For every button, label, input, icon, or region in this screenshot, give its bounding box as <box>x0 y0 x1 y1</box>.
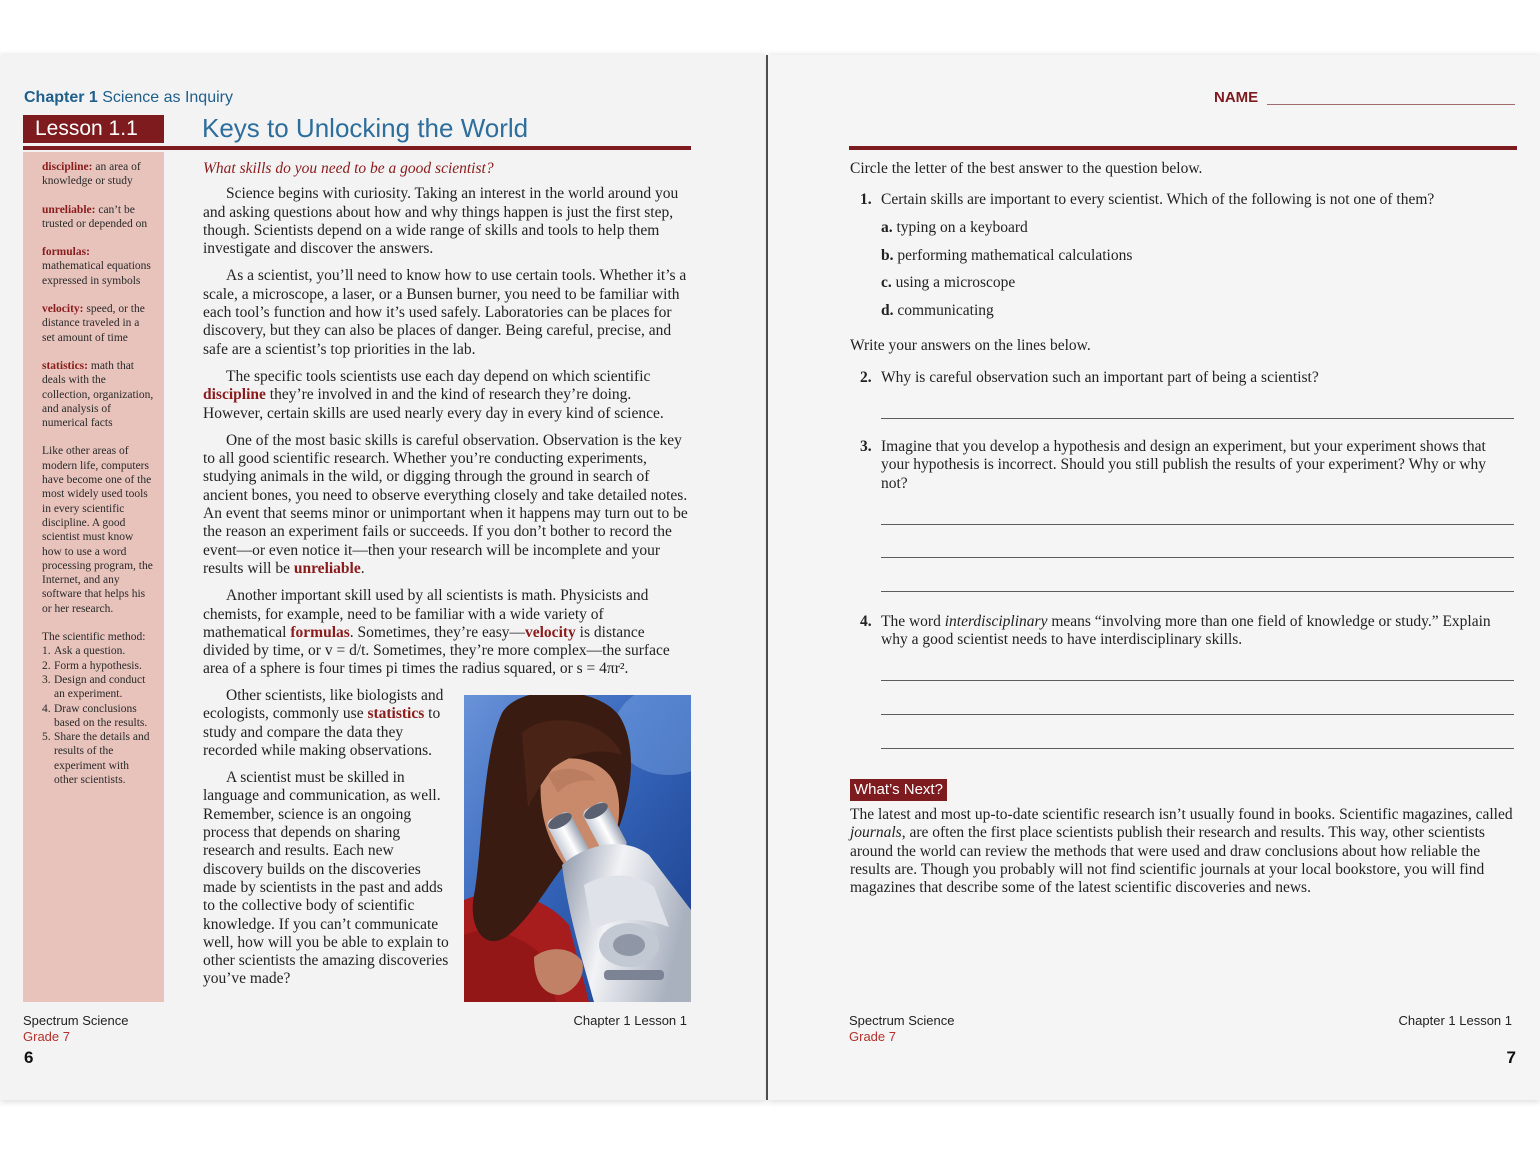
book-gutter <box>766 55 768 1100</box>
step-text: Form a hypothesis. <box>54 659 142 672</box>
instructions-choice: Circle the letter of the best answer to the question below. <box>850 160 1203 177</box>
glossary-definition: mathematical equations expressed in symbols <box>42 260 151 287</box>
emphasized-term: journals <box>850 824 902 842</box>
question-number: 3. <box>860 438 872 455</box>
vocab-term: formulas <box>290 623 350 641</box>
option-letter: d. <box>881 302 894 319</box>
question-2 <box>860 369 1515 387</box>
step-text: Design and conduct an experiment. <box>54 673 146 701</box>
option-text: using a microscope <box>895 274 1016 291</box>
question-4 <box>860 613 1515 650</box>
method-step <box>42 659 154 673</box>
name-label: NAME <box>1214 89 1259 106</box>
method-steps <box>42 644 154 787</box>
text-run: The latest and most up-to-date scientific research isn’t usually found in books. Scientific magazines, called <box>850 806 1513 823</box>
glossary-definition: an area of knowledge or study <box>42 161 141 188</box>
answer-option-d <box>881 302 994 320</box>
vocab-term: statistics <box>367 705 425 723</box>
question-number: 1. <box>860 191 872 208</box>
question-text: Why is careful observation such an important part of being a scientist? <box>881 369 1319 386</box>
glossary-definition: can’t be trusted or depended on <box>42 203 148 230</box>
glossary-definition: math that deals with the collection, organization, and analysis of numerical facts <box>42 359 154 430</box>
guiding-question: What skills do you need to be a good scientist? <box>203 160 494 177</box>
answer-option-c <box>881 274 1015 292</box>
method-step <box>42 644 154 658</box>
question-text <box>881 613 1501 650</box>
glossary-term: discipline: <box>42 161 93 173</box>
scientific-method-box <box>42 630 154 787</box>
header-rule-right <box>849 146 1517 150</box>
option-letter: c. <box>881 274 892 291</box>
lesson-label: Lesson 1.1 <box>23 115 164 143</box>
glossary-entry <box>42 302 154 345</box>
scientist-microscope-photo <box>464 695 691 1002</box>
text-run: they’re involved in and the kind of research they’re doing. However, certain skills are used nearly every day in every kind of science. <box>203 386 664 422</box>
answer-line <box>881 418 1514 419</box>
answer-line <box>881 680 1514 681</box>
right-page <box>768 55 1540 1100</box>
text-run: Another important skill used by all scientists is math. Physicists and chemists, for example, need to be familiar with a wide variety of mathematical <box>203 587 649 641</box>
text-run: means “involving more than one field of knowledge or study.” Explain why a good scientist needs to have interdisciplinary skills. <box>881 613 1491 649</box>
vocab-term: unreliable <box>293 559 361 577</box>
text-run: . <box>360 559 365 577</box>
body-paragraph: As a scientist, you’ll need to know how to use certain tools. Whether it’s a scale, a microscope, a laser, or a Bunsen burner, you need to be familiar with each tool’s function and how it’s used safely. Laboratories can be places for discovery, but they can also be places of danger. Being careful, precise, and safe are a scientist’s top priorities in the lab. <box>203 267 687 358</box>
step-number: 4. <box>42 702 51 715</box>
answer-line <box>881 524 1514 525</box>
step-text: Ask a question. <box>54 645 126 658</box>
glossary-term: velocity: <box>42 303 84 316</box>
question-1 <box>860 191 1515 209</box>
instructions-written: Write your answers on the lines below. <box>850 337 1091 354</box>
emphasized-term: interdisciplinary <box>944 613 1048 630</box>
step-text: Draw conclusions based on the results. <box>54 702 148 729</box>
question-text: Imagine that you develop a hypothesis and design an experiment, but your experiment shows that your hypothesis is incorrect. Should you still publish the results of your experiment? Why or why not? <box>881 438 1486 492</box>
lesson-title: Keys to Unlocking the World <box>202 113 529 143</box>
footer-series-right: Spectrum Science <box>849 1013 955 1028</box>
header-rule <box>23 146 691 150</box>
glossary-entry <box>42 160 154 189</box>
text-run: One of the most basic skills is careful observation. Observation is the key to all good scientific research. Whether you’re conducting experiments, studying animals in the wild, or digging through the ground in search of ancient bones, you need to observe everything closely and take detailed notes. An event that seems minor or unimportant when it happens may turn out to be the reason an experiment fails or succeeds. If you don’t bother to record the event—or even notice it—then your research will be incomplete and your results will be <box>203 431 688 577</box>
option-text: typing on a keyboard <box>896 219 1028 236</box>
whats-next-text <box>850 806 1515 897</box>
footer-grade: Grade 7 <box>23 1029 70 1044</box>
text-run: is distance divided by time, or v = d/t. Sometimes, they’re more complex—the surface area of a sphere is four times pi times the radius squared, or s = 4πr². <box>203 623 670 678</box>
question-3 <box>860 438 1515 493</box>
step-text: Share the details and results of the experiment with other scientists. <box>54 731 150 786</box>
footer-grade-right: Grade 7 <box>849 1029 896 1044</box>
whats-next-label: What’s Next? <box>850 779 947 801</box>
body-paragraph: Science begins with curiosity. Taking an interest in the world around you and asking questions about how and why things happen is just the first step, though. Scientists depend on a wide range of skills and tools to help them investigate and discover the answers. <box>203 185 679 258</box>
sidebar-note: Like other areas of modern life, computers have become one of the most widely used tools in every scientific discipline. A good scientist must know how to use a word processing program, the Internet, and any software that helps his or her research. <box>42 445 153 615</box>
text-run: to study and compare the data they recorded while making observations. <box>203 705 441 759</box>
lesson-body <box>203 160 691 688</box>
chapter-label: Chapter 1 <box>24 89 98 106</box>
step-number: 1. <box>42 645 51 658</box>
glossary-entry <box>42 245 154 288</box>
answer-line <box>881 557 1514 558</box>
footer-lesson-ref: Chapter 1 Lesson 1 <box>573 1013 687 1028</box>
answer-option-b <box>881 247 1132 265</box>
text-run: Other scientists, like biologists and ecologists, commonly use <box>203 687 444 723</box>
body-paragraph: A scientist must be skilled in language and communication, as well. Remember, science is an ongoing process that depends on sharing research and results. Each new discovery builds on the discoveries made by scientists in the past and adds to the collective body of scientific knowledge. If you can’t communicate well, how will you be able to explain to other scientists the amazing discoveries you’ve made? <box>203 769 449 988</box>
answer-option-a <box>881 219 1028 237</box>
body-paragraph <box>203 432 691 578</box>
method-title: The scientific method: <box>42 631 146 644</box>
chapter-title: Science as Inquiry <box>102 89 233 106</box>
step-number: 3. <box>42 673 51 686</box>
answer-line <box>881 591 1514 592</box>
option-letter: b. <box>881 247 894 264</box>
method-step <box>42 730 154 787</box>
page-number-right: 7 <box>1506 1048 1516 1067</box>
footer-series: Spectrum Science <box>23 1013 129 1028</box>
page-number: 6 <box>24 1048 34 1067</box>
glossary-term: formulas: <box>42 246 90 259</box>
option-text: communicating <box>897 302 994 319</box>
body-paragraph <box>203 368 691 423</box>
footer-lesson-ref-right: Chapter 1 Lesson 1 <box>1398 1013 1512 1028</box>
vocabulary-sidebar <box>23 152 164 1002</box>
step-number: 5. <box>42 731 51 744</box>
glossary-entry <box>42 359 154 430</box>
body-paragraph <box>203 687 449 760</box>
name-line <box>1267 104 1515 105</box>
option-text: performing mathematical calculations <box>897 247 1133 264</box>
method-step <box>42 673 154 702</box>
glossary-term: unreliable: <box>42 203 96 216</box>
text-run: The specific tools scientists use each day depend on which scientific <box>226 367 651 385</box>
glossary-entry <box>42 203 154 232</box>
text-run: . Sometimes, they’re easy— <box>349 623 525 641</box>
question-number: 4. <box>860 613 872 630</box>
glossary-definition: speed, or the distance traveled in a set amount of time <box>42 303 145 344</box>
body-paragraph <box>203 587 691 678</box>
answer-line <box>881 748 1514 749</box>
vocab-term: velocity <box>525 623 576 641</box>
answer-line <box>881 714 1514 715</box>
question-text: Certain skills are important to every scientist. Which of the following is not one of them? <box>881 191 1435 208</box>
step-number: 2. <box>42 659 51 672</box>
question-number: 2. <box>860 369 872 386</box>
lesson-body-narrow <box>203 687 449 998</box>
vocab-term: discipline <box>203 386 266 404</box>
glossary-term: statistics: <box>42 359 88 372</box>
method-step <box>42 702 154 731</box>
chapter-heading <box>24 88 233 108</box>
text-run: The word <box>881 613 945 630</box>
option-letter: a. <box>881 219 893 236</box>
text-run: , are often the first place scientists publish their research and results. This way, other scientists around the world can review the methods that were used and draw conclusions about how reliable the results are. Though you probably will not find scientific journals at your local bookstore, you will find magazines that describe some of the latest scientific discoveries and news. <box>850 824 1485 897</box>
